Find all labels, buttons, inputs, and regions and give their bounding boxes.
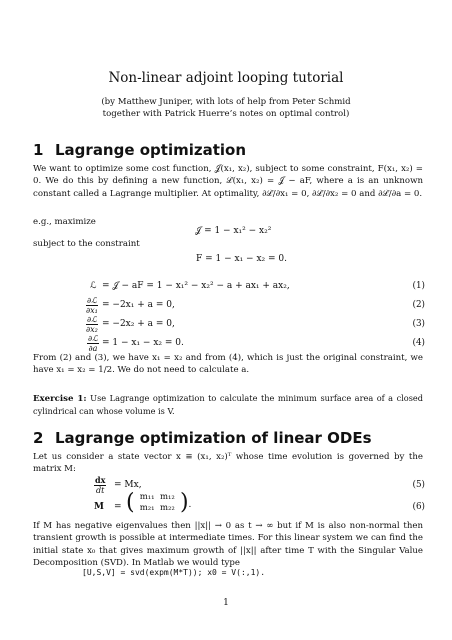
subject-label: subject to the constraint	[33, 239, 140, 249]
exercise-1-label: Exercise 1:	[33, 394, 87, 404]
equation-6-number: (6)	[412, 502, 425, 512]
equation-6-lhs: M	[94, 502, 104, 512]
equation-5-rhs: = Mx,	[114, 480, 142, 490]
author-line-1: (by Matthew Juniper, with lots of help from Peter Schmid	[101, 97, 351, 107]
equation-1-rhs: = 𝒥 − aF = 1 − x₁² − x₂² − a + ax₁ + ax₂,	[102, 281, 290, 291]
equation-6-equals: =	[114, 502, 122, 512]
equation-2-lhs: $\frac{\text{∂ℒ}}{\text{∂x₁}}$	[86, 296, 98, 315]
section-2-number: 2	[33, 429, 44, 447]
section-1-intro: We want to optimize some cost function, 𝒥(x₁, x₂), subject to some constraint, F(x₁, x₂) = 0. We do this by defining a new function, ℒ(x₁, x₂) = 𝒥 − aF, where a is an unknown constant called a Lagrange multiplier. At optimality, ∂ℒ/∂x₁ = 0, ∂ℒ/∂x₂ = 0 and ∂ℒ/∂a = 0.	[33, 164, 423, 199]
matrix-entry-m12: m₁₂	[159, 491, 175, 502]
equation-4-rhs: = 1 − x₁ − x₂ = 0.	[102, 338, 184, 348]
matrix-entry-m22: m₂₂	[159, 502, 175, 513]
exercise-1-text: Use Lagrange optimization to calculate the minimum surface area of a closed cylindrical can whose volume is V.	[33, 393, 423, 417]
matrix-entry-m11: m₁₁	[139, 491, 155, 502]
equation-1-lhs: ℒ	[90, 281, 97, 291]
equation-4-number: (4)	[412, 338, 425, 348]
exercise-1	[33, 392, 423, 419]
equation-5-number: (5)	[412, 480, 425, 490]
equation-3-lhs: $\frac{\text{∂ℒ}}{\text{∂x₂}}$	[86, 315, 98, 334]
section-2-title: Lagrange optimization of linear ODEs	[55, 429, 372, 447]
section-1-heading	[33, 141, 246, 159]
section-2-body: If M has negative eigenvalues then ||x|| → 0 as t → ∞ but if M is also non-normal then transient growth is possible at intermediate times. For this linear system we can find the initial state x₀ that gives maximum growth of ||x|| after time T with the Singular Value Decomposition (SVD). In Matlab we would type	[33, 521, 423, 569]
author-note	[0, 96, 452, 120]
section-1-number: 1	[33, 141, 44, 159]
constraint-equation: F = 1 − x₁ − x₂ = 0.	[196, 254, 287, 264]
equation-3-number: (3)	[412, 319, 425, 329]
section-2-heading	[33, 429, 372, 447]
example-label: e.g., maximize	[33, 217, 96, 227]
matrix-entry-m21: m₂₁	[139, 502, 155, 513]
equation-3-rhs: = −2x₂ + a = 0,	[102, 319, 175, 329]
section-1-title: Lagrange optimization	[55, 141, 247, 159]
matlab-code: [U,S,V] = svd(expm(M*T)); x0 = V(:,1).	[82, 568, 266, 577]
matrix-m: ( m₁₁ m₁₂ m₂₁ m₂₂ ).	[126, 490, 192, 515]
page-number: 1	[223, 598, 229, 608]
equation-4-lhs: $\frac{\text{∂ℒ}}{\partial a}$	[88, 334, 98, 353]
section-1-conclusion: From (2) and (3), we have x₁ = x₂ and from (4), which is just the original constraint, we have x₁ = x₂ = 1/2. We do not need to calculate a.	[33, 353, 423, 376]
equation-2-rhs: = −2x₁ + a = 0,	[102, 300, 175, 310]
section-2-intro: Let us consider a state vector x ≡ (x₁, x₂)ᵀ whose time evolution is governed by the matrix M:	[33, 452, 423, 475]
author-line-2: together with Patrick Huerre’s notes on optimal control)	[102, 109, 350, 119]
document-title: Non-linear adjoint looping tutorial	[108, 70, 344, 86]
cost-equation: 𝒥 = 1 − x₁² − x₂²	[195, 226, 272, 236]
equation-2-number: (2)	[412, 300, 425, 310]
equation-5-lhs: $\frac{dx}{dt}$	[95, 475, 106, 495]
equation-1-number: (1)	[412, 281, 425, 291]
